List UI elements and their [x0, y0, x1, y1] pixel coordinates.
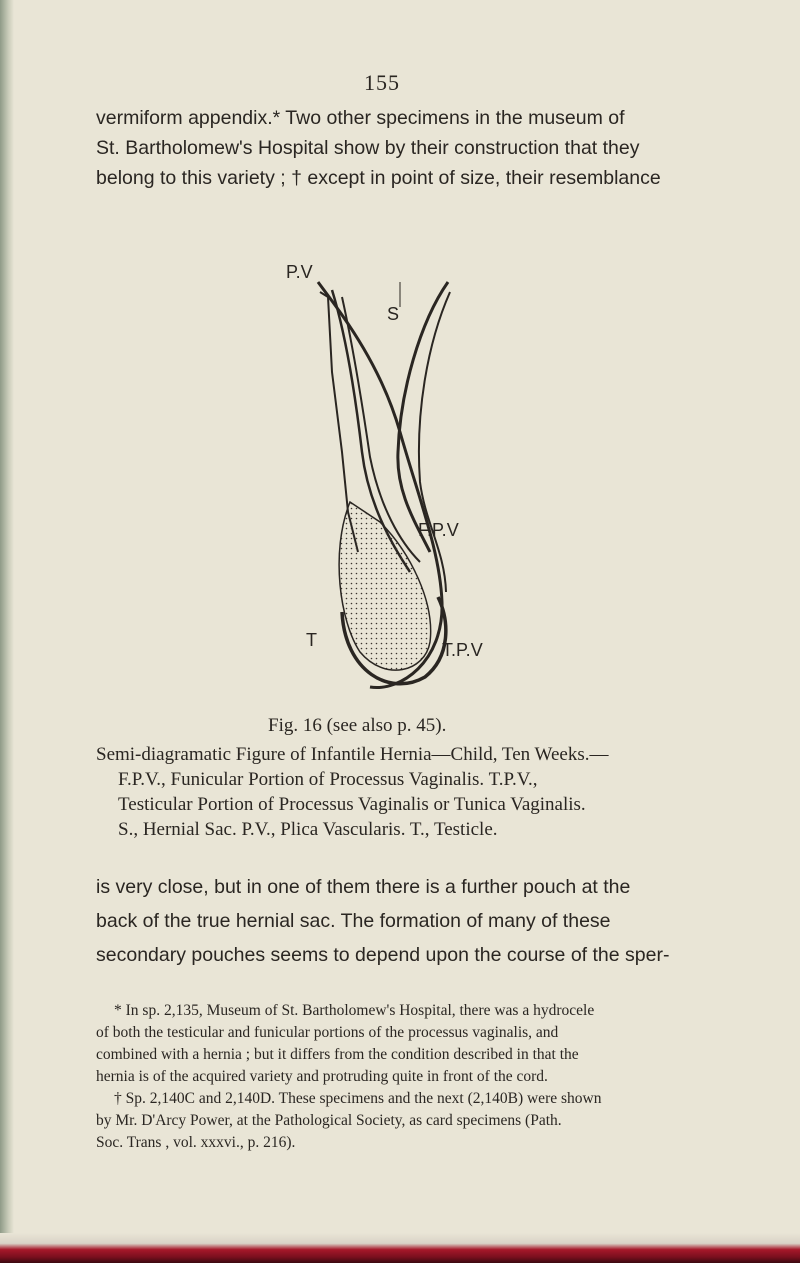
footnote-line: combined with a hernia ; but it differs from the condition described in that the	[96, 1046, 579, 1063]
label-pv: P.V	[286, 262, 313, 282]
text-line: belong to this variety ; † except in point of size, their resemblance	[96, 167, 661, 189]
text-line: secondary pouches seems to depend upon the course of the sper-	[96, 944, 670, 966]
footnote-line: * In sp. 2,135, Museum of St. Bartholomew's Hospital, there was a hydrocele	[114, 1002, 595, 1019]
caption-line: Testicular Portion of Processus Vaginalis or Tunica Vaginalis.	[118, 794, 586, 815]
text-line: back of the true hernial sac. The formation of many of these	[96, 910, 611, 932]
caption-line: S., Hernial Sac. P.V., Plica Vascularis. T., Testicle.	[118, 819, 498, 840]
hernia-diagram	[250, 252, 550, 702]
page-number: 155	[364, 70, 400, 95]
label-s: S	[387, 304, 400, 324]
caption-line: Semi-diagramatic Figure of Infantile Hernia—Child, Ten Weeks.—	[96, 744, 609, 765]
footnotes	[96, 1000, 746, 1154]
text-line: St. Bartholomew's Hospital show by their construction that they	[96, 137, 640, 159]
label-t: T	[306, 630, 317, 650]
text-line: vermiform appendix.* Two other specimens in the museum of	[96, 107, 625, 129]
page-bottom-edge	[0, 1233, 800, 1263]
label-fpv: F.P.V	[418, 520, 459, 540]
footnote-line: by Mr. D'Arcy Power, at the Pathological Society, as card specimens (Path.	[96, 1112, 562, 1129]
label-tpv: T.P.V	[442, 640, 483, 660]
binding-edge	[0, 0, 14, 1263]
footnote-line: Soc. Trans , vol. xxxvi., p. 216).	[96, 1134, 296, 1151]
figure-caption	[96, 742, 736, 842]
figure-caption-title: Fig. 16 (see also p. 45).	[268, 715, 447, 736]
hernia-figure	[250, 252, 550, 702]
footnote-line: † Sp. 2,140C and 2,140D. These specimens and the next (2,140B) were shown	[114, 1090, 602, 1107]
body-paragraph	[96, 870, 736, 972]
top-paragraph	[96, 103, 716, 193]
text-line: is very close, but in one of them there is a further pouch at the	[96, 876, 631, 898]
footnote-line: hernia is of the acquired variety and protruding quite in front of the cord.	[96, 1068, 548, 1085]
footnote-line: of both the testicular and funicular portions of the processus vaginalis, and	[96, 1024, 559, 1041]
caption-line: F.P.V., Funicular Portion of Processus Vaginalis. T.P.V.,	[118, 769, 538, 790]
